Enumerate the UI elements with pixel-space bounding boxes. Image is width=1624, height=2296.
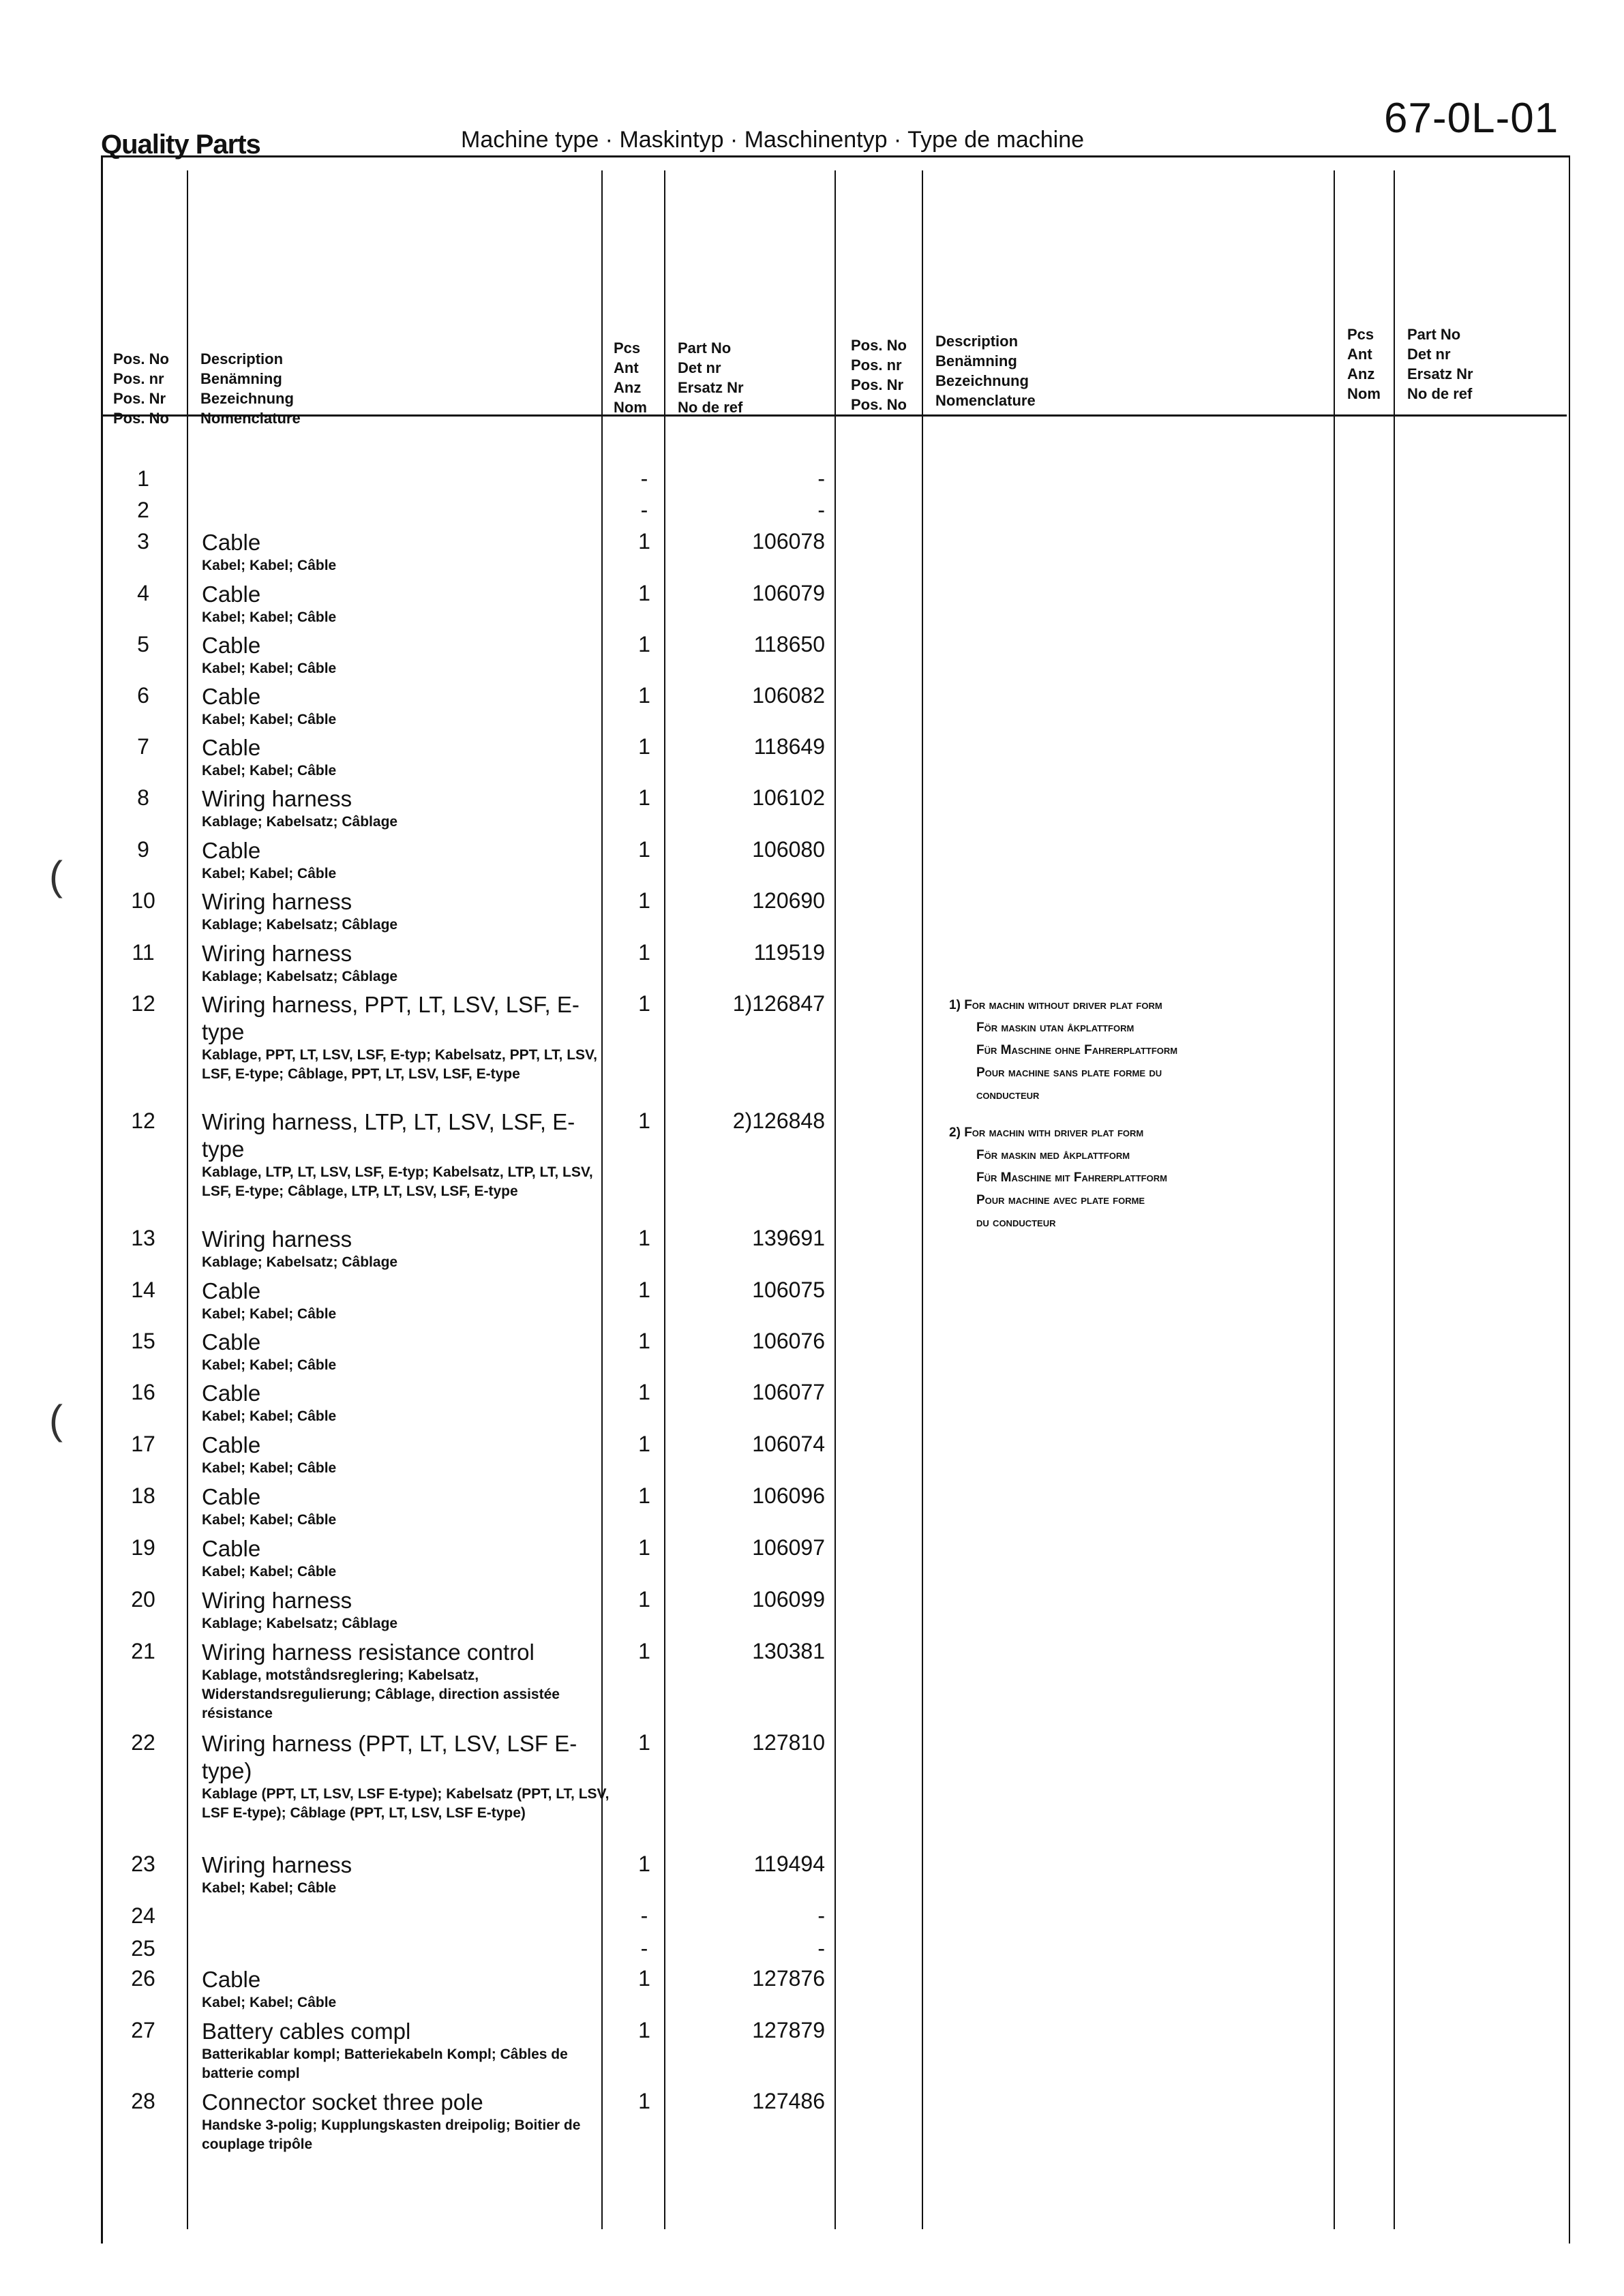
row-pcs: 1 — [638, 1587, 650, 1612]
row-part-no: 106077 — [752, 1380, 825, 1404]
row-translations: Kablage; Kabelsatz; Câblage — [202, 814, 398, 830]
header-part: Part No Det nr Ersatz Nr No de ref — [678, 339, 744, 416]
row-part-no: 106096 — [752, 1483, 825, 1508]
footnote-line: För maskin med åkplattform — [976, 1148, 1130, 1162]
row-description: Cable — [202, 1278, 261, 1303]
footnotes — [949, 994, 1304, 1249]
row-part-no: 106102 — [752, 785, 825, 810]
row-pcs: 1 — [638, 632, 650, 656]
row-part-no: 130381 — [752, 1639, 825, 1663]
footnote-number: 2) — [949, 1126, 961, 1140]
row-pcs: 1 — [638, 1226, 650, 1250]
row-pcs: - — [640, 498, 648, 522]
row-part-no: - — [817, 1903, 825, 1928]
row-translations: Kabel; Kabel; Câble — [202, 1460, 337, 1476]
row-part-no: 106074 — [752, 1432, 825, 1456]
row-translations: Kabel; Kabel; Câble — [202, 1408, 337, 1424]
row-pcs: 1 — [638, 683, 650, 708]
row-description: Wiring harness — [202, 1852, 352, 1877]
row-description: Cable — [202, 530, 261, 555]
row-pcs: 1 — [638, 2089, 650, 2113]
row-translations: Kablage; Kabelsatz; Câblage — [202, 969, 398, 984]
row-pcs: 1 — [638, 1380, 650, 1404]
row-description: Cable — [202, 633, 261, 658]
row-description: Cable — [202, 1329, 261, 1355]
row-pcs: 1 — [638, 734, 650, 759]
divider-part — [834, 170, 836, 2229]
row-pos: 2 — [137, 498, 149, 522]
row-translations: Kablage; Kabelsatz; Câblage — [202, 1254, 398, 1270]
row-pcs: 1 — [638, 1483, 650, 1508]
row-part-no: 2)126848 — [732, 1108, 825, 1133]
row-translations: Kabel; Kabel; Câble — [202, 1880, 337, 1896]
row-pos: 14 — [131, 1278, 155, 1302]
row-pos: 9 — [137, 837, 149, 862]
row-translations: Kabel; Kabel; Câble — [202, 1306, 337, 1322]
row-translations: Kabel; Kabel; Câble — [202, 609, 337, 625]
row-pos: 21 — [131, 1639, 155, 1663]
footnote-line: Für Maschine mit Fahrerplattform — [976, 1170, 1167, 1185]
row-part-no: 139691 — [752, 1226, 825, 1250]
header-pcs: Pcs Ant Anz Nom — [614, 339, 647, 416]
row-pcs: 1 — [638, 888, 650, 913]
row-description: Wiring harness — [202, 889, 352, 914]
row-pos: 11 — [132, 940, 155, 965]
row-pos: 22 — [131, 1730, 155, 1755]
row-pcs: 1 — [638, 1535, 650, 1560]
row-pcs: 1 — [638, 837, 650, 862]
row-translations: Kabel; Kabel; Câble — [202, 866, 337, 881]
row-pcs: 1 — [638, 1432, 650, 1456]
row-pcs: 1 — [638, 940, 650, 965]
row-pos: 16 — [131, 1380, 155, 1404]
row-part-no: - — [817, 466, 825, 491]
row-description: Cable — [202, 838, 261, 863]
row-description: Cable — [202, 1432, 261, 1457]
footnote-line: For machin with driver plat form — [964, 1126, 1144, 1140]
row-part-no: 106099 — [752, 1587, 825, 1612]
row-pos: 27 — [131, 2018, 155, 2042]
divider-pos-2 — [922, 170, 923, 2229]
row-part-no: 106097 — [752, 1535, 825, 1560]
row-pos: 15 — [131, 1329, 155, 1353]
row-pos: 24 — [131, 1903, 155, 1928]
row-pos: 8 — [137, 785, 149, 810]
footnote-2 — [949, 1121, 1304, 1234]
row-pos: 3 — [137, 529, 149, 554]
row-part-no: 118650 — [753, 632, 825, 656]
row-pos: 4 — [137, 581, 149, 605]
row-description: Wiring harness (PPT, LT, LSV, LSF E-type) — [202, 1731, 577, 1783]
row-pos: 6 — [137, 683, 149, 708]
footnote-line: conducteur — [976, 1088, 1040, 1102]
row-description: Cable — [202, 1484, 261, 1509]
row-translations: Kabel; Kabel; Câble — [202, 661, 337, 676]
row-part-no: 106075 — [752, 1278, 825, 1302]
header-pos-2: Pos. No Pos. nr Pos. Nr Pos. No — [851, 337, 907, 413]
row-pcs: 1 — [638, 991, 650, 1016]
row-pcs: 1 — [638, 785, 650, 810]
row-pcs: 1 — [638, 2018, 650, 2042]
row-translations: Kablage; Kabelsatz; Câblage — [202, 1616, 398, 1631]
row-translations: Kabel; Kabel; Câble — [202, 763, 337, 779]
row-translations: Kablage, motståndsreglering; Kabelsatz, Widerstandsregulierung; Câblage, direction assistée résistance — [202, 1667, 560, 1721]
row-pcs: - — [640, 466, 648, 491]
header-description-2: Description Benämning Bezeichnung Nomenclature — [935, 333, 1036, 409]
row-description: Cable — [202, 735, 261, 760]
row-description: Wiring harness — [202, 1226, 352, 1252]
row-part-no: 127486 — [752, 2089, 825, 2113]
row-description: Wiring harness — [202, 941, 352, 966]
row-description: Cable — [202, 684, 261, 709]
row-pcs: 1 — [638, 1329, 650, 1353]
divider-desc-2 — [1334, 170, 1335, 2229]
row-translations: Batterikablar kompl; Batteriekabeln Kompl; Câbles de batterie compl — [202, 2046, 568, 2081]
row-translations: Handske 3-polig; Kupplungskasten dreipolig; Boitier de couplage tripôle — [202, 2117, 581, 2152]
footnote-line: For machin without driver plat form — [964, 998, 1162, 1012]
row-translations: Kabel; Kabel; Câble — [202, 1995, 337, 2010]
row-pos: 26 — [131, 1966, 155, 1991]
row-translations: Kablage (PPT, LT, LSV, LSF E-type); Kabelsatz (PPT, LT, LSV, LSF E-type); Câblage (PPT, LT, LSV, LSF E-type) — [202, 1786, 610, 1821]
row-pos: 23 — [131, 1852, 155, 1876]
row-translations: Kabel; Kabel; Câble — [202, 558, 337, 573]
punch-hole-mark: ( — [49, 853, 63, 898]
row-translations: Kablage, PPT, LT, LSV, LSF, E-typ; Kabelsatz, PPT, LT, LSV, LSF, E-type; Câblage, PPT, LT, LSV, LSF, E-type — [202, 1047, 597, 1082]
row-pos: 7 — [137, 734, 149, 759]
row-description: Cable — [202, 1536, 261, 1561]
row-part-no: 127876 — [752, 1966, 825, 1991]
divider-pcs — [664, 170, 665, 2229]
row-translations: Kablage, LTP, LT, LSV, LSF, E-typ; Kabelsatz, LTP, LT, LSV, LSF, E-type; Câblage, LTP, LT, LSV, LSF, E-type — [202, 1164, 593, 1199]
header-pcs-2: Pcs Ant Anz Nom — [1347, 326, 1381, 402]
brand-logo: Quality Parts — [101, 130, 260, 160]
row-part-no: - — [817, 498, 825, 522]
row-description: Wiring harness, LTP, LT, LSV, LSF, E-type — [202, 1109, 575, 1162]
row-part-no: 106076 — [752, 1329, 825, 1353]
header-rule — [101, 414, 1567, 417]
footnote-line: du conducteur — [976, 1215, 1056, 1230]
row-translations: Kabel; Kabel; Câble — [202, 1357, 337, 1373]
row-description: Cable — [202, 1380, 261, 1406]
row-pcs: 1 — [638, 1730, 650, 1755]
row-part-no: 106080 — [752, 837, 825, 862]
row-pcs: 1 — [638, 1639, 650, 1663]
row-pcs: 1 — [638, 1966, 650, 1991]
row-pos: 17 — [131, 1432, 155, 1456]
footnote-line: Pour machine avec plate forme — [976, 1193, 1145, 1207]
footnote-1 — [949, 994, 1304, 1106]
row-part-no: 119519 — [753, 940, 825, 965]
row-pos: 5 — [137, 632, 149, 656]
row-translations: Kabel; Kabel; Câble — [202, 1564, 337, 1580]
row-translations: Kablage; Kabelsatz; Câblage — [202, 917, 398, 933]
row-description: Battery cables compl — [202, 2019, 411, 2044]
row-translations: Kabel; Kabel; Câble — [202, 1512, 337, 1528]
row-part-no: 1)126847 — [732, 991, 825, 1016]
row-pos: 25 — [131, 1936, 155, 1961]
row-pos: 12 — [131, 991, 155, 1016]
row-part-no: 119494 — [753, 1852, 825, 1876]
row-pos: 28 — [131, 2089, 155, 2113]
row-pcs: - — [640, 1936, 648, 1961]
row-part-no: 106082 — [752, 683, 825, 708]
row-description: Wiring harness — [202, 1588, 352, 1613]
row-pcs: 1 — [638, 1852, 650, 1876]
divider-pcs-2 — [1394, 170, 1395, 2229]
row-part-no: 118649 — [753, 734, 825, 759]
row-pos: 1 — [137, 466, 149, 491]
row-pcs: 1 — [638, 529, 650, 554]
row-description: Cable — [202, 581, 261, 607]
row-description: Wiring harness, PPT, LT, LSV, LSF, E-type — [202, 992, 580, 1044]
row-description: Connector socket three pole — [202, 2089, 483, 2115]
row-pos: 19 — [131, 1535, 155, 1560]
row-description: Wiring harness resistance control — [202, 1640, 535, 1665]
punch-hole-mark: ( — [49, 1397, 63, 1442]
footnote-line: Für Maschine ohne Fahrerplattform — [976, 1043, 1178, 1057]
row-pos: 20 — [131, 1587, 155, 1612]
row-pos: 13 — [131, 1226, 155, 1250]
footnote-line: Pour machine sans plate forme du — [976, 1066, 1162, 1080]
row-part-no: 127810 — [752, 1730, 825, 1755]
row-part-no: 106079 — [752, 581, 825, 605]
row-part-no: 120690 — [752, 888, 825, 913]
row-pos: 18 — [131, 1483, 155, 1508]
row-part-no: 106078 — [752, 529, 825, 554]
row-pcs: 1 — [638, 581, 650, 605]
page-id: 67-0L-01 — [1384, 95, 1559, 142]
row-part-no: - — [817, 1936, 825, 1961]
row-pcs: 1 — [638, 1108, 650, 1133]
row-description: Cable — [202, 1967, 261, 1992]
row-part-no: 127879 — [752, 2018, 825, 2042]
header-description: Description Benämning Bezeichnung Nomenclature — [200, 350, 301, 427]
machine-type-heading: Machine type · Maskintyp · Maschinentyp · Type de machine — [461, 127, 1085, 153]
footnote-number: 1) — [949, 998, 961, 1012]
row-description: Wiring harness — [202, 786, 352, 811]
row-pos: 10 — [131, 888, 155, 913]
row-pos: 12 — [131, 1108, 155, 1133]
header-part-2: Part No Det nr Ersatz Nr No de ref — [1407, 326, 1473, 402]
row-pcs: - — [640, 1903, 648, 1928]
row-pcs: 1 — [638, 1278, 650, 1302]
footnote-line: För maskin utan åkplattform — [976, 1021, 1134, 1035]
row-translations: Kabel; Kabel; Câble — [202, 712, 337, 727]
header-pos: Pos. No Pos. nr Pos. Nr Pos. No — [113, 350, 169, 427]
